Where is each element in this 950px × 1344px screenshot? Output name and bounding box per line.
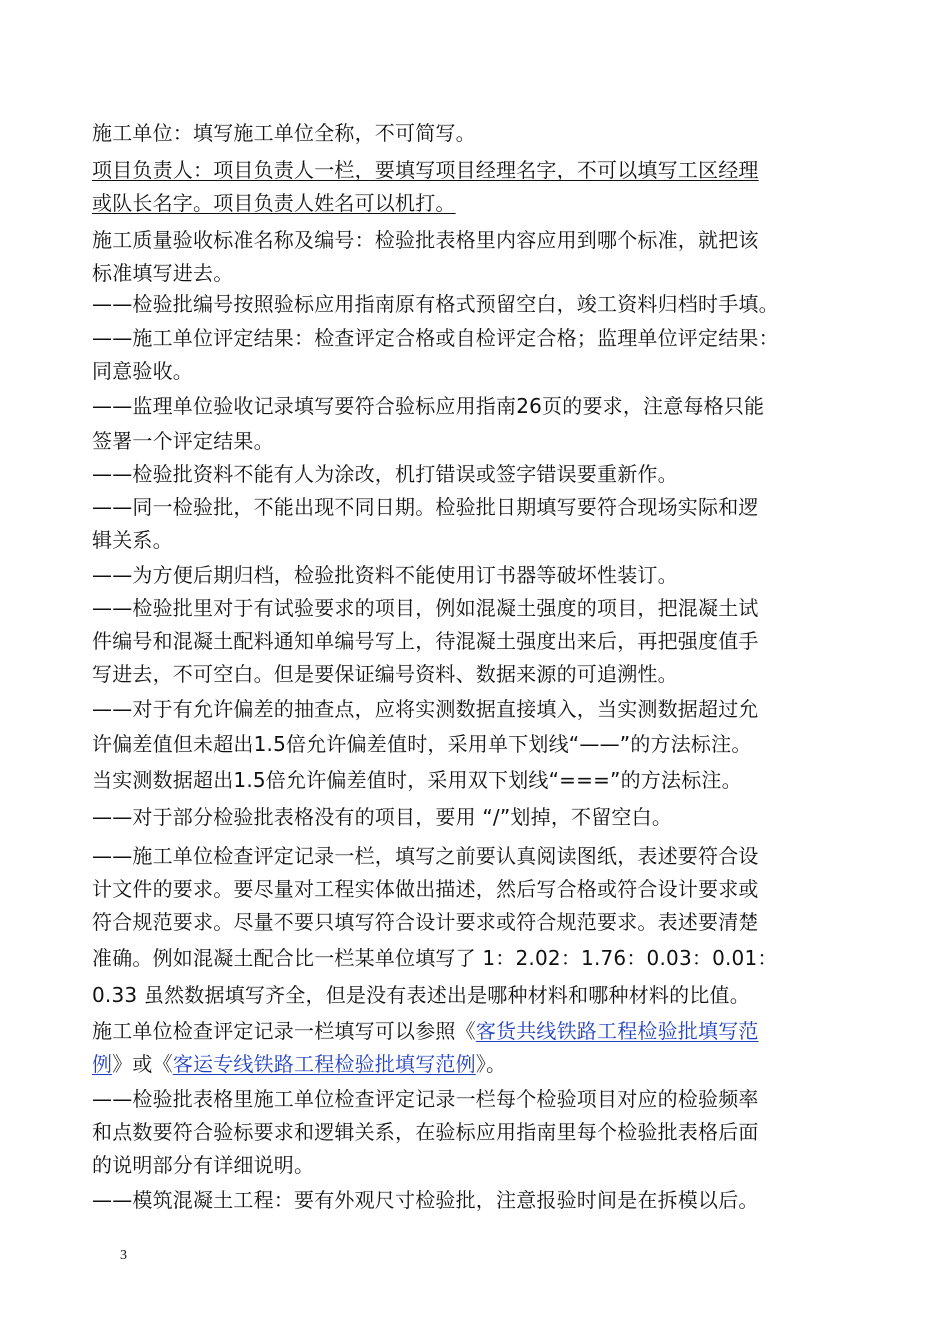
text-line: 许偏差值但未超出1.5倍允许偏差值时，采用单下划线“——”的方法标注。 (92, 732, 752, 756)
text-line: ——同一检验批，不能出现不同日期。检验批日期填写要符合现场实际和逻 (92, 495, 759, 519)
text-line: ——施工单位评定结果：检查评定合格或自检评定合格；监理单位评定结果： (92, 326, 779, 350)
text-line: 写进去，不可空白。但是要保证编号资料、数据来源的可追溯性。 (92, 662, 678, 686)
underlined-text-line: 项目负责人：项目负责人一栏，要填写项目经理名字，不可以填写工区经理 (92, 158, 759, 182)
text-line: 当实测数据超出1.5倍允许偏差值时，采用双下划线“===”的方法标注。 (92, 768, 742, 792)
reference-suffix: 》。 (475, 1052, 507, 1076)
text-line: ——施工单位检查评定记录一栏，填写之前要认真阅读图纸，表述要符合设 (92, 844, 759, 868)
text-line: 0.33 虽然数据填写齐全，但是没有表述出是哪种材料和哪种材料的比值。 (92, 983, 750, 1007)
reference-line (92, 1018, 759, 1044)
text-line: ——模筑混凝土工程：要有外观尺寸检验批，注意报验时间是在拆模以后。 (92, 1188, 759, 1212)
text-line: ——检验批表格里施工单位检查评定记录一栏每个检验项目对应的检验频率 (92, 1087, 759, 1111)
reference-prefix: 施工单位检查评定记录一栏填写可以参照《 (92, 1019, 476, 1043)
text-line: 签署一个评定结果。 (92, 429, 274, 453)
text-line: 同意验收。 (92, 359, 193, 383)
text-line: ——对于有允许偏差的抽查点，应将实测数据直接填入，当实测数据超过允 (92, 697, 759, 721)
reference-middle: 》或《 (112, 1052, 173, 1076)
text-line: ——检验批编号按照验标应用指南原有格式预留空白，竣工资料归档时手填。 (92, 292, 779, 316)
text-line: 施工质量验收标准名称及编号：检验批表格里内容应用到哪个标准，就把该 (92, 228, 759, 252)
text-line: 计文件的要求。要尽量对工程实体做出描述，然后写合格或符合设计要求或 (92, 877, 759, 901)
text-line: ——检验批里对于有试验要求的项目，例如混凝土强度的项目，把混凝土试 (92, 596, 759, 620)
text-line: 和点数要符合验标要求和逻辑关系，在验标应用指南里每个检验批表格后面 (92, 1120, 759, 1144)
text-line: 件编号和混凝土配料通知单编号写上，待混凝土强度出来后，再把强度值手 (92, 629, 759, 653)
link-passenger-dedicated-examples[interactable]: 客运专线铁路工程检验批填写范例 (172, 1052, 476, 1076)
text-line: 的说明部分有详细说明。 (92, 1153, 315, 1177)
text-line: ——检验批资料不能有人为涂改，机打错误或签字错误要重新作。 (92, 462, 678, 486)
link-freight-passenger-examples-cont[interactable]: 例 (92, 1052, 113, 1076)
link-freight-passenger-examples[interactable]: 客货共线铁路工程检验批填写范 (475, 1019, 759, 1043)
page-number: 3 (120, 1248, 127, 1263)
text-line: 标准填写进去。 (92, 261, 234, 285)
text-line: 准确。例如混凝土配合比一栏某单位填写了 1：2.02：1.76：0.03：0.01： (92, 946, 778, 970)
underlined-text-line: 或队长名字。项目负责人姓名可以机打。 (92, 191, 456, 215)
text-line: ——监理单位验收记录填写要符合验标应用指南26页的要求，注意每格只能 (92, 394, 765, 418)
text-line: ——对于部分检验批表格没有的项目，要用 “/”划掉，不留空白。 (92, 805, 673, 829)
text-line: 符合规范要求。尽量不要只填写符合设计要求或符合规范要求。表述要清楚 (92, 910, 759, 934)
text-line: 辑关系。 (92, 528, 173, 552)
reference-line-continued (92, 1051, 506, 1077)
text-line: ——为方便后期归档，检验批资料不能使用订书器等破坏性装订。 (92, 563, 678, 587)
text-line: 施工单位：填写施工单位全称，不可简写。 (92, 121, 476, 145)
